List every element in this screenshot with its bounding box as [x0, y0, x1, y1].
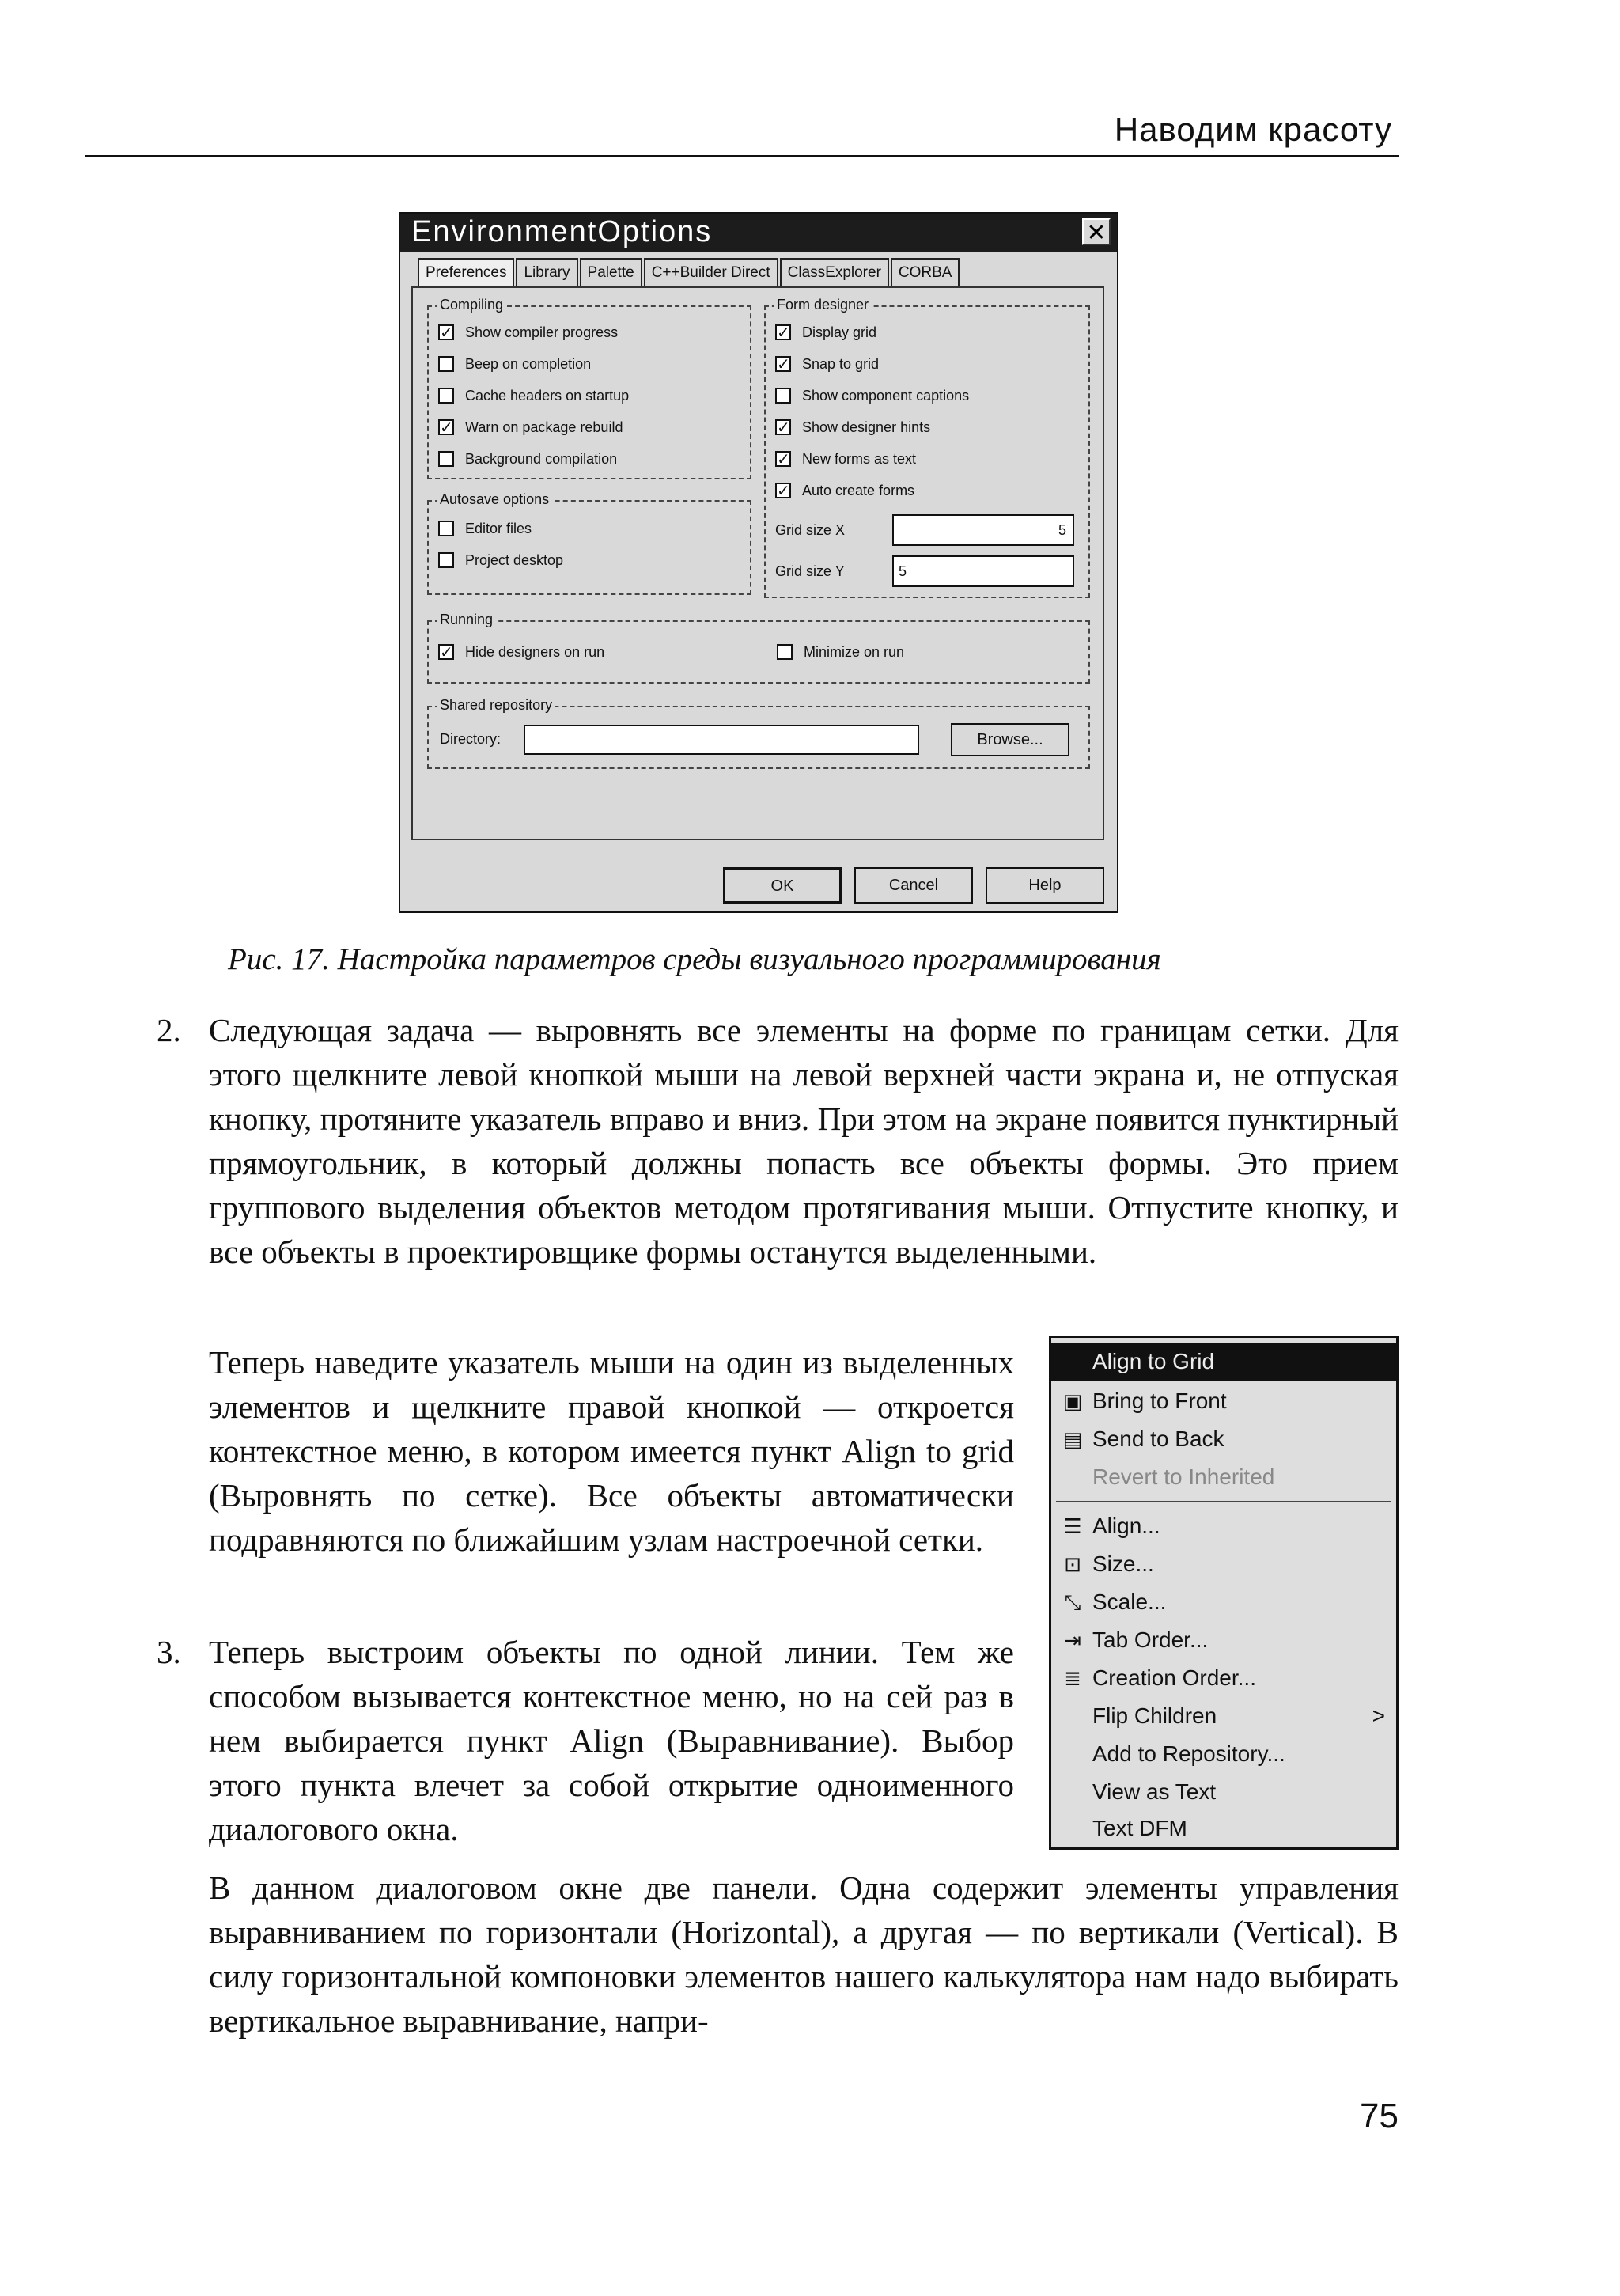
align-icon: ☰	[1063, 1514, 1082, 1538]
checkbox-box	[438, 388, 454, 404]
list-number-2: 2.	[157, 1012, 181, 1048]
bring-to-front-icon: ▣	[1062, 1389, 1083, 1413]
tab-order-icon: ⇥	[1064, 1628, 1081, 1652]
checkbox-box	[438, 521, 454, 536]
beep-on-completion-checkbox[interactable]	[438, 348, 629, 380]
checkbox-label: Show compiler progress	[465, 324, 619, 340]
dialog-title: EnvironmentOptions	[411, 215, 713, 248]
blank-icon	[1059, 1704, 1086, 1728]
form-context-menu	[1049, 1336, 1399, 1850]
running-group-title: Running	[437, 612, 496, 628]
dialog-tabs	[418, 258, 961, 286]
directory-input[interactable]	[524, 725, 919, 755]
menu-item-text-dfm[interactable]	[1051, 1809, 1396, 1847]
checkbox-label: New forms as text	[802, 450, 917, 467]
menu-item-label: Align to Grid	[1092, 1349, 1215, 1373]
menu-item-flip-children[interactable]	[1051, 1697, 1396, 1735]
submenu-arrow-icon: >	[1372, 1703, 1385, 1728]
menu-item-align-to-grid[interactable]	[1051, 1343, 1396, 1381]
new-forms-as-text-checkbox[interactable]	[775, 443, 969, 475]
grid-size-y-label: Grid size Y	[775, 563, 845, 579]
preferences-panel	[411, 286, 1104, 840]
size-icon: ⊡	[1064, 1552, 1081, 1576]
menu-item-label: Flip Children	[1092, 1703, 1217, 1728]
help-button[interactable]: Help	[986, 867, 1104, 904]
checkbox-box	[438, 356, 454, 372]
shared-repository-group	[427, 697, 1090, 769]
blank-icon	[1059, 1780, 1086, 1804]
menu-item-label: Revert to Inherited	[1092, 1464, 1275, 1489]
running-header: Наводим красоту	[1114, 111, 1392, 148]
final-paragraph: В данном диалоговом окне две панели. Одна содержит элементы управления выравниванием по горизонтали (Horizontal), а другая — по вертикали (Vertical). В силу горизонтальной компоновки элементов нашего калькулятора нам надо выбирать вертикальное выравнивание, напри-	[209, 1870, 1399, 2039]
cache-headers-checkbox[interactable]	[438, 380, 629, 411]
tab-preferences[interactable]: Preferences	[418, 258, 514, 288]
checkbox-label: Show designer hints	[802, 419, 931, 435]
menu-item-label: Tab Order...	[1092, 1627, 1209, 1652]
blank-icon	[1059, 1742, 1086, 1766]
header-rule	[85, 155, 1399, 157]
shared-repository-group-title: Shared repository	[437, 697, 555, 714]
grid-size-x-input[interactable]: 5	[892, 514, 1074, 546]
close-icon[interactable]: ✕	[1082, 218, 1111, 245]
checkbox-box: ✓	[777, 324, 790, 342]
tab-palette[interactable]: Palette	[580, 258, 642, 288]
menu-item-label: Send to Back	[1092, 1426, 1224, 1451]
form-designer-group	[764, 297, 1090, 598]
menu-item-tab-order[interactable]	[1051, 1621, 1396, 1659]
checkbox-label: Warn on package rebuild	[465, 419, 623, 435]
menu-item-creation-order[interactable]	[1051, 1659, 1396, 1697]
checkbox-label: Display grid	[802, 324, 877, 340]
cancel-button[interactable]: Cancel	[854, 867, 973, 904]
menu-item-align[interactable]	[1051, 1507, 1396, 1545]
menu-item-label: Add to Repository...	[1092, 1741, 1285, 1766]
checkbox-box	[777, 644, 793, 660]
grid-size-x-label: Grid size X	[775, 522, 846, 538]
menu-item-scale[interactable]	[1051, 1583, 1396, 1621]
menu-item-bring-to-front[interactable]	[1051, 1382, 1396, 1420]
blank-icon	[1059, 1465, 1086, 1489]
checkbox-box	[775, 388, 791, 404]
checkbox-label: Background compilation	[465, 450, 618, 467]
compiling-group	[427, 297, 751, 479]
show-designer-hints-checkbox[interactable]	[775, 411, 969, 443]
menu-item-send-to-back[interactable]	[1051, 1420, 1396, 1458]
project-desktop-checkbox[interactable]	[438, 544, 563, 576]
grid-size-y-input[interactable]: 5	[892, 555, 1074, 587]
scale-icon: ⤡	[1064, 1590, 1081, 1614]
environment-options-dialog	[399, 212, 1118, 913]
menu-item-label: Text DFM	[1092, 1816, 1187, 1840]
ok-button[interactable]: OK	[723, 867, 842, 904]
checkbox-label: Auto create forms	[802, 482, 915, 498]
checkbox-label: Snap to grid	[802, 355, 880, 372]
checkbox-box: ✓	[777, 356, 790, 373]
menu-item-revert-to-inherited[interactable]	[1051, 1458, 1396, 1496]
checkbox-box	[438, 451, 454, 467]
menu-item-label: Size...	[1092, 1552, 1154, 1576]
checkbox-box	[438, 552, 454, 568]
checkbox-box: ✓	[777, 451, 790, 468]
checkbox-box: ✓	[440, 644, 453, 661]
checkbox-label: Show component captions	[802, 387, 970, 404]
menu-item-add-to-repository[interactable]	[1051, 1735, 1396, 1773]
directory-label: Directory:	[440, 731, 502, 747]
checkbox-box: ✓	[440, 324, 453, 342]
blank-icon	[1059, 1350, 1086, 1373]
blank-icon	[1059, 1817, 1086, 1840]
checkbox-box: ✓	[777, 419, 790, 437]
menu-item-label: Bring to Front	[1092, 1389, 1227, 1413]
minimize-on-run-checkbox[interactable]	[777, 636, 904, 668]
menu-item-view-as-text[interactable]	[1051, 1773, 1396, 1811]
checkbox-box: ✓	[440, 419, 453, 437]
running-group	[427, 612, 1090, 684]
tab-cpp-builder-direct[interactable]: C++Builder Direct	[644, 258, 778, 288]
tab-class-explorer[interactable]: ClassExplorer	[780, 258, 889, 288]
editor-files-checkbox[interactable]	[438, 513, 563, 544]
menu-item-size[interactable]	[1051, 1545, 1396, 1583]
autosave-group-title: Autosave options	[437, 491, 552, 508]
snap-to-grid-checkbox[interactable]	[775, 348, 969, 380]
checkbox-label: Cache headers on startup	[465, 387, 630, 404]
hide-designers-on-run-checkbox[interactable]	[438, 636, 604, 668]
checkbox-label: Beep on completion	[465, 355, 592, 372]
page-number: 75	[1360, 2097, 1399, 2135]
background-compilation-checkbox[interactable]	[438, 443, 629, 475]
form-designer-group-title: Form designer	[774, 297, 872, 313]
checkbox-label: Project desktop	[465, 551, 564, 568]
compiling-group-title: Compiling	[437, 297, 506, 313]
checkbox-label: Hide designers on run	[465, 643, 605, 660]
tab-corba[interactable]: CORBA	[891, 258, 960, 288]
item-2-text: Следующая задача — выровнять все элементы на форме по границам сетки. Для этого щелкните левой кнопкой мыши на левой верхней части экрана и, не отпуская кнопку, протяните указатель вправо и вниз. При этом на экране появится пунктирный прямоугольник, в который должны попасть все объекты формы. Это прием группового выделения объектов методом протягивания мыши. Отпустите кнопку, и все объекты в проектировщике формы останутся выделенными.	[209, 1012, 1399, 1270]
checkbox-box: ✓	[777, 483, 790, 500]
show-component-captions-checkbox[interactable]	[775, 380, 969, 411]
figure-caption: Рис. 17. Настройка параметров среды визуального программирования	[228, 942, 1161, 976]
menu-item-label: View as Text	[1092, 1779, 1217, 1804]
checkbox-label: Minimize on run	[804, 643, 905, 660]
browse-button[interactable]: Browse...	[951, 723, 1069, 756]
send-to-back-icon: ▤	[1062, 1427, 1083, 1451]
align-to-grid-paragraph: Теперь наведите указатель мыши на один из выделенных элементов и щелкните правой кнопкой — откроется контекстное меню, в котором имеется пункт Align to grid (Выровнять по сетке). Все объекты автоматически подравняются по ближайшим узлам настроечной сетки.	[209, 1344, 1014, 1558]
menu-item-label: Creation Order...	[1092, 1665, 1256, 1690]
show-compiler-progress-checkbox[interactable]	[438, 316, 629, 348]
checkbox-label: Editor files	[465, 520, 532, 536]
warn-on-package-rebuild-checkbox[interactable]	[438, 411, 629, 443]
list-number-3: 3.	[157, 1634, 181, 1670]
auto-create-forms-checkbox[interactable]	[775, 475, 969, 506]
menu-item-label: Scale...	[1092, 1589, 1167, 1614]
creation-order-icon: ≣	[1064, 1666, 1081, 1690]
tab-library[interactable]: Library	[516, 258, 577, 288]
dialog-title-bar	[400, 214, 1117, 252]
item-3-text: Теперь выстроим объекты по одной линии. Тем же способом вызывается контекстное меню, но на сей раз в нем выбирается пункт Align (Выравнивание). Выбор этого пункта влечет за собой открытие одноименного диалогового окна.	[209, 1634, 1014, 1847]
autosave-group	[427, 491, 751, 595]
display-grid-checkbox[interactable]	[775, 316, 969, 348]
menu-separator	[1056, 1501, 1391, 1502]
menu-item-label: Align...	[1092, 1514, 1160, 1538]
